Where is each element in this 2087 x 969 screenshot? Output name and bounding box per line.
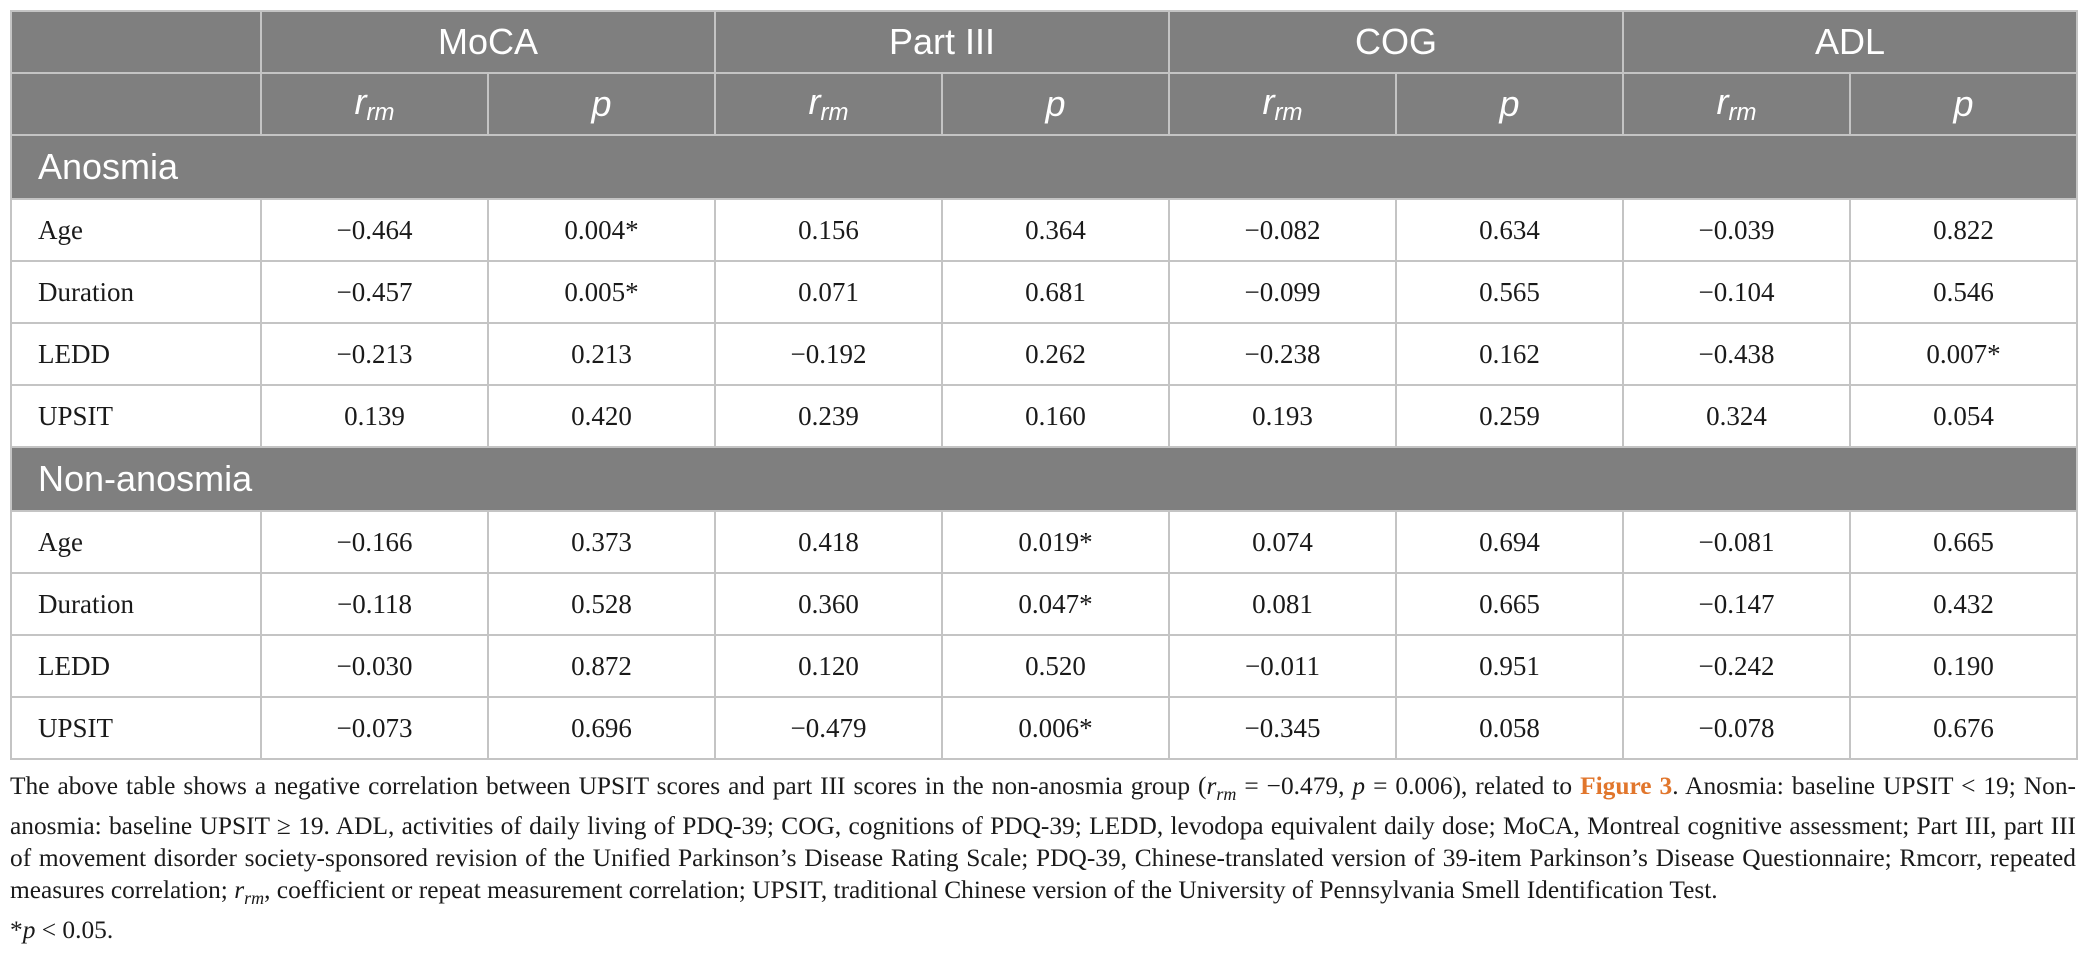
table-row [11, 199, 2077, 261]
header-row-measures [11, 11, 2077, 73]
row-label: Age [11, 511, 261, 573]
footnote-text: = 0.006), related to [1365, 772, 1581, 800]
table-cell: 0.259 [1396, 385, 1623, 447]
table-cell: −0.082 [1169, 199, 1396, 261]
table-cell: 0.007* [1850, 323, 2077, 385]
table-cell: 0.071 [715, 261, 942, 323]
table-cell: 0.565 [1396, 261, 1623, 323]
header-moca: MoCA [261, 11, 715, 73]
table-cell: 0.546 [1850, 261, 2077, 323]
subheader-rrm: $r_{rm}$ [1169, 73, 1396, 135]
table-cell: 0.324 [1623, 385, 1850, 447]
table-row [11, 511, 2077, 573]
table-cell: 0.120 [715, 635, 942, 697]
table-cell: 0.193 [1169, 385, 1396, 447]
table-cell: 0.520 [942, 635, 1169, 697]
table-cell: −0.078 [1623, 697, 1850, 759]
table-cell: 0.634 [1396, 199, 1623, 261]
table-cell: 0.694 [1396, 511, 1623, 573]
row-label: UPSIT [11, 385, 261, 447]
table-cell: 0.951 [1396, 635, 1623, 697]
table-row [11, 323, 2077, 385]
row-label: LEDD [11, 635, 261, 697]
table-cell: 0.058 [1396, 697, 1623, 759]
header-corner [11, 11, 261, 73]
figure-3-link[interactable]: Figure 3 [1580, 772, 1673, 800]
table-cell: 0.006* [942, 697, 1169, 759]
table-cell: −0.479 [715, 697, 942, 759]
table-cell: 0.360 [715, 573, 942, 635]
table-cell: 0.262 [942, 323, 1169, 385]
subheader-p: p [488, 73, 715, 135]
table-cell: 0.364 [942, 199, 1169, 261]
table-footnote [10, 770, 2076, 946]
table-row [11, 697, 2077, 759]
table-cell: 0.139 [261, 385, 488, 447]
table-cell: −0.192 [715, 323, 942, 385]
row-label: Duration [11, 261, 261, 323]
table-cell: −0.238 [1169, 323, 1396, 385]
table-cell: 0.081 [1169, 573, 1396, 635]
table-cell: −0.073 [261, 697, 488, 759]
table-cell: −0.147 [1623, 573, 1850, 635]
footnote-p-symbol: p [1352, 772, 1366, 800]
table-cell: 0.213 [488, 323, 715, 385]
row-label: UPSIT [11, 697, 261, 759]
footnote-r-symbol: $r_{rm}$ [1206, 772, 1237, 805]
table-row [11, 635, 2077, 697]
table-cell: 0.418 [715, 511, 942, 573]
table-cell: −0.438 [1623, 323, 1850, 385]
table-cell: 0.239 [715, 385, 942, 447]
header-corner-2 [11, 73, 261, 135]
table-cell: −0.457 [261, 261, 488, 323]
table-cell: 0.665 [1396, 573, 1623, 635]
table-cell: −0.099 [1169, 261, 1396, 323]
table-cell: 0.160 [942, 385, 1169, 447]
table-cell: −0.118 [261, 573, 488, 635]
table-cell: 0.676 [1850, 697, 2077, 759]
row-label: Age [11, 199, 261, 261]
group-label: Anosmia [11, 135, 2077, 199]
row-label: LEDD [11, 323, 261, 385]
footnote-text: < 0.05. [35, 916, 114, 945]
table-cell: 0.373 [488, 511, 715, 573]
row-label: Duration [11, 573, 261, 635]
table-cell: 0.019* [942, 511, 1169, 573]
table-cell: 0.162 [1396, 323, 1623, 385]
footnote-star: * [10, 916, 23, 945]
subheader-p: p [1850, 73, 2077, 135]
table-cell: −0.242 [1623, 635, 1850, 697]
group-label: Non-anosmia [11, 447, 2077, 511]
footnote-text: The above table shows a negative correlation between UPSIT scores and part III scores in the non-anosmia group ( [10, 772, 1207, 800]
subheader-rrm: $r_{rm}$ [261, 73, 488, 135]
table-cell: −0.030 [261, 635, 488, 697]
table-cell: 0.681 [942, 261, 1169, 323]
table-row [11, 261, 2077, 323]
table-cell: −0.104 [1623, 261, 1850, 323]
table-cell: 0.432 [1850, 573, 2077, 635]
table-cell: 0.872 [488, 635, 715, 697]
table-row [11, 385, 2077, 447]
correlation-table [10, 10, 2078, 760]
table-cell: −0.464 [261, 199, 488, 261]
table-cell: 0.047* [942, 573, 1169, 635]
group-row-non-anosmia [11, 447, 2077, 511]
footnote-text: = −0.479, [1236, 772, 1353, 800]
header-row-stats [11, 73, 2077, 135]
table-cell: −0.166 [261, 511, 488, 573]
table-cell: 0.528 [488, 573, 715, 635]
header-part-iii: Part III [715, 11, 1169, 73]
footnote-text: . Anosmia: baseline UPSIT < 19; Non-anosmia: baseline UPSIT ≥ 19. ADL, activities of daily living of PDQ-39; COG, cognitions of PDQ-39; LEDD, levodopa equivalent daily dose; MoCA, Montreal cognitive assessment; Part III, part III of movement disorder society-sponsored revision of the Unified Parkinson’s Disease Rating Scale; PDQ-39, Chinese-translated version of 39-item Parkinson’s Disease Questionnaire; Rmcorr, repeated measures correlation; [10, 772, 2076, 905]
table-cell: −0.011 [1169, 635, 1396, 697]
table-cell: 0.074 [1169, 511, 1396, 573]
subheader-rrm: $r_{rm}$ [1623, 73, 1850, 135]
table-cell: −0.081 [1623, 511, 1850, 573]
footnote-text: , coefficient or repeat measurement correlation; UPSIT, traditional Chinese version of the University of Pennsylvania Smell Identification Test. [264, 876, 1718, 905]
table-cell: 0.190 [1850, 635, 2077, 697]
table-cell: −0.039 [1623, 199, 1850, 261]
table-cell: 0.696 [488, 697, 715, 759]
table-cell: 0.156 [715, 199, 942, 261]
subheader-p: p [942, 73, 1169, 135]
header-cog: COG [1169, 11, 1623, 73]
header-adl: ADL [1623, 11, 2077, 73]
table-row [11, 573, 2077, 635]
subheader-rrm: $r_{rm}$ [715, 73, 942, 135]
subheader-p: p [1396, 73, 1623, 135]
table-cell: 0.004* [488, 199, 715, 261]
table-cell: 0.005* [488, 261, 715, 323]
table-cell: −0.345 [1169, 697, 1396, 759]
table-cell: 0.822 [1850, 199, 2077, 261]
table-cell: 0.665 [1850, 511, 2077, 573]
table-cell: 0.420 [488, 385, 715, 447]
footnote-p-symbol: p [22, 916, 36, 945]
table-cell: 0.054 [1850, 385, 2077, 447]
results-table-container [10, 10, 2076, 760]
table-cell: −0.213 [261, 323, 488, 385]
footnote-r-symbol: $r_{rm}$ [234, 876, 265, 909]
group-row-anosmia [11, 135, 2077, 199]
